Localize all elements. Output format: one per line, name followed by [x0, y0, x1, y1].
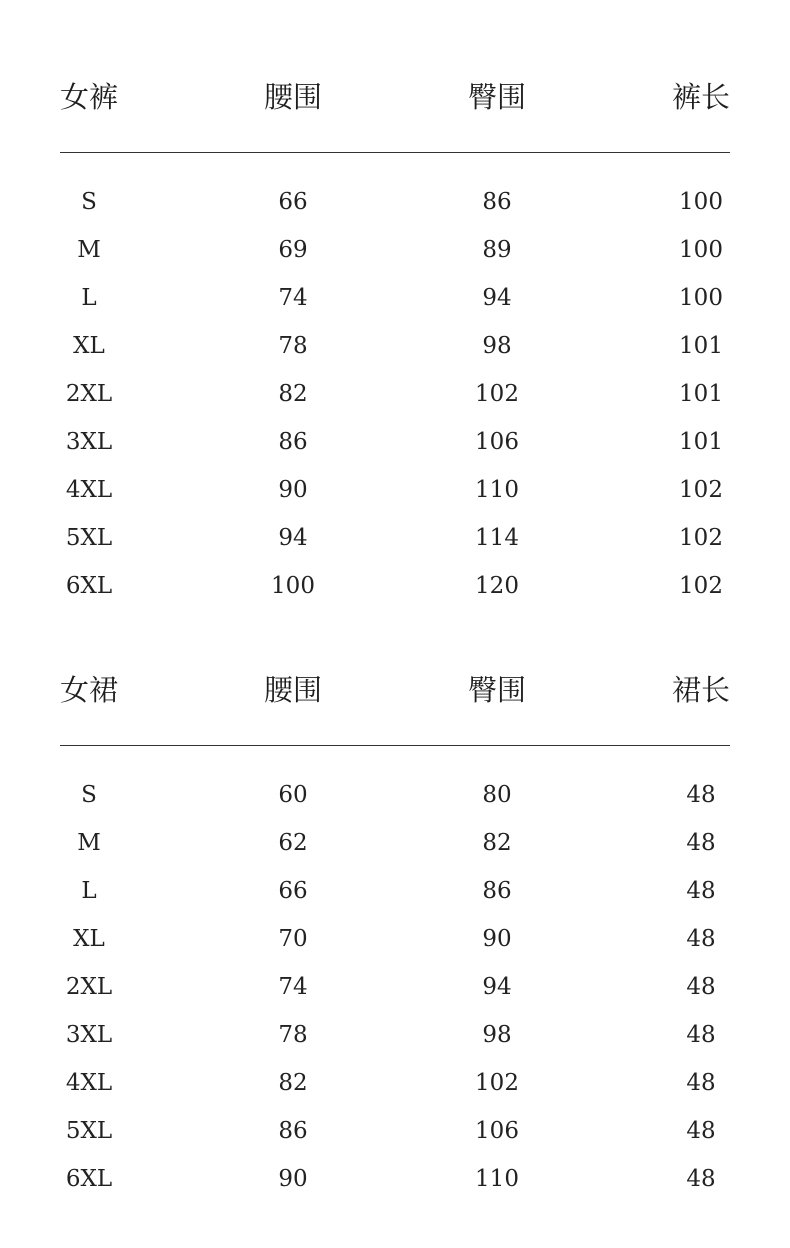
size-cell: 2XL	[65, 381, 113, 407]
table-row	[0, 418, 790, 466]
header-hip: 臀围	[467, 80, 527, 114]
length-cell: 48	[686, 1070, 716, 1096]
table-row	[0, 771, 790, 819]
hip-cell: 102	[475, 1070, 519, 1096]
waist-cell: 86	[278, 1118, 308, 1144]
table-row	[0, 274, 790, 322]
header-length: 裙长	[671, 673, 730, 707]
hip-cell: 94	[482, 285, 512, 311]
waist-cell: 62	[278, 830, 308, 856]
pants-size-table	[0, 72, 790, 599]
table-row	[0, 1059, 790, 1107]
hip-cell: 106	[475, 429, 519, 455]
size-cell: 6XL	[65, 1166, 113, 1192]
waist-cell: 94	[278, 525, 308, 551]
length-cell: 101	[679, 381, 723, 407]
size-cell: 3XL	[65, 429, 113, 455]
size-cell: S	[81, 782, 97, 808]
header-category: 女裙	[60, 673, 119, 707]
waist-cell: 70	[278, 926, 308, 952]
table-row	[0, 915, 790, 963]
hip-cell: 86	[482, 878, 512, 904]
header-length: 裤长	[671, 80, 730, 114]
header-divider	[60, 152, 730, 153]
hip-cell: 89	[482, 237, 512, 263]
waist-cell: 90	[278, 1166, 308, 1192]
size-cell: 4XL	[65, 1070, 113, 1096]
pants-rows	[0, 178, 790, 610]
table-row	[0, 370, 790, 418]
length-cell: 48	[686, 974, 716, 1000]
waist-cell: 78	[278, 333, 308, 359]
waist-cell: 90	[278, 477, 308, 503]
hip-cell: 110	[475, 477, 519, 503]
length-cell: 102	[679, 573, 723, 599]
table-row	[0, 1155, 790, 1203]
length-cell: 100	[679, 189, 723, 215]
hip-cell: 98	[482, 333, 512, 359]
table-row	[0, 466, 790, 514]
length-cell: 100	[679, 285, 723, 311]
waist-cell: 78	[278, 1022, 308, 1048]
table-row	[0, 867, 790, 915]
table-row	[0, 514, 790, 562]
skirt-rows	[0, 771, 790, 1203]
table-row	[0, 226, 790, 274]
header-hip: 臀围	[467, 673, 527, 707]
header-divider	[60, 745, 730, 746]
size-cell: 2XL	[65, 974, 113, 1000]
length-cell: 48	[686, 926, 716, 952]
waist-cell: 82	[278, 381, 308, 407]
waist-cell: 82	[278, 1070, 308, 1096]
length-cell: 48	[686, 878, 716, 904]
waist-cell: 74	[278, 974, 308, 1000]
size-cell: S	[81, 189, 97, 215]
size-cell: L	[81, 878, 97, 904]
waist-cell: 66	[278, 878, 308, 904]
hip-cell: 90	[482, 926, 512, 952]
table-row	[0, 1011, 790, 1059]
skirt-size-table	[0, 665, 790, 1192]
length-cell: 48	[686, 1118, 716, 1144]
header-waist: 腰围	[263, 80, 323, 114]
length-cell: 100	[679, 237, 723, 263]
length-cell: 102	[679, 477, 723, 503]
length-cell: 101	[679, 333, 723, 359]
size-cell: 5XL	[65, 525, 113, 551]
size-cell: M	[77, 830, 101, 856]
pants-header-row	[0, 72, 790, 122]
hip-cell: 102	[475, 381, 519, 407]
hip-cell: 80	[482, 782, 512, 808]
size-cell: 3XL	[65, 1022, 113, 1048]
waist-cell: 66	[278, 189, 308, 215]
size-cell: 5XL	[65, 1118, 113, 1144]
header-category: 女裤	[60, 80, 119, 114]
waist-cell: 60	[278, 782, 308, 808]
hip-cell: 98	[482, 1022, 512, 1048]
size-cell: XL	[73, 333, 105, 359]
table-row	[0, 963, 790, 1011]
size-cell: M	[77, 237, 101, 263]
size-cell: XL	[73, 926, 105, 952]
length-cell: 102	[679, 525, 723, 551]
hip-cell: 94	[482, 974, 512, 1000]
hip-cell: 86	[482, 189, 512, 215]
length-cell: 48	[686, 1166, 716, 1192]
length-cell: 48	[686, 782, 716, 808]
table-row	[0, 562, 790, 610]
length-cell: 48	[686, 830, 716, 856]
waist-cell: 74	[278, 285, 308, 311]
waist-cell: 69	[278, 237, 308, 263]
size-cell: 6XL	[65, 573, 113, 599]
hip-cell: 82	[482, 830, 512, 856]
header-waist: 腰围	[263, 673, 323, 707]
table-row	[0, 322, 790, 370]
hip-cell: 106	[475, 1118, 519, 1144]
table-row	[0, 819, 790, 867]
waist-cell: 100	[271, 573, 315, 599]
length-cell: 48	[686, 1022, 716, 1048]
hip-cell: 110	[475, 1166, 519, 1192]
hip-cell: 120	[475, 573, 519, 599]
size-cell: 4XL	[65, 477, 113, 503]
length-cell: 101	[679, 429, 723, 455]
waist-cell: 86	[278, 429, 308, 455]
table-row	[0, 1107, 790, 1155]
hip-cell: 114	[475, 525, 519, 551]
size-cell: L	[81, 285, 97, 311]
skirt-header-row	[0, 665, 790, 715]
table-row	[0, 178, 790, 226]
